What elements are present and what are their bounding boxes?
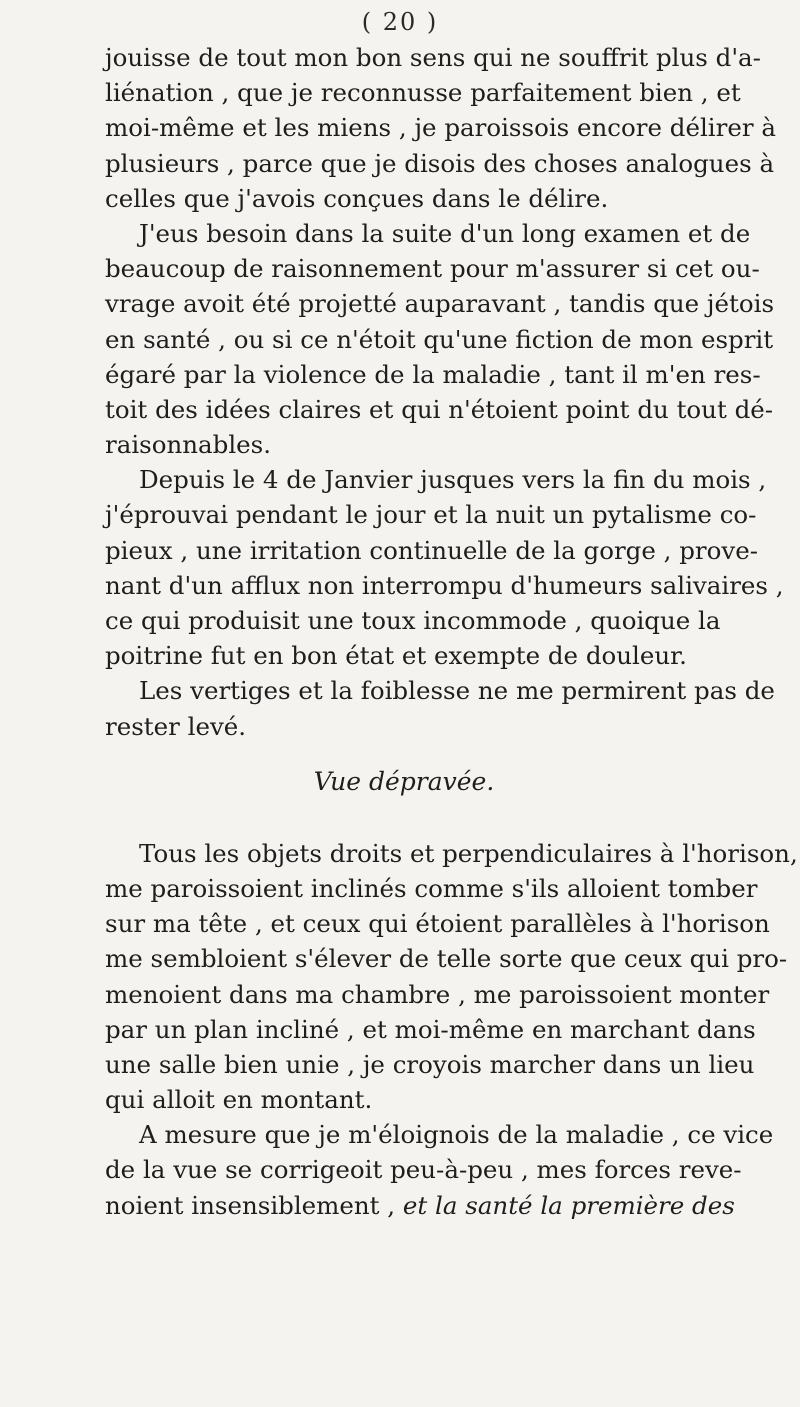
heading-spacer — [105, 806, 683, 836]
text-line: Depuis le 4 de Janvier jusques vers la fin du mois , — [139, 465, 767, 495]
paragraph — [105, 216, 775, 462]
text-line: beaucoup de raisonnement pour m'assurer si cet ou- — [105, 254, 760, 284]
text-line: A mesure que je m'éloignois de la maladie , ce vice — [139, 1120, 774, 1150]
text-line: Tous les objets droits et perpendiculaires à l'horison, — [139, 838, 798, 868]
italic-fragment: et la santé la première des — [402, 1190, 735, 1220]
text-line: jouisse de tout mon bon sens qui ne souffrit plus d'a- — [105, 43, 761, 72]
text-line: toit des idées claires et qui n'étoient point du tout dé- — [105, 394, 774, 424]
text-line: j'éprouvai pendant le jour et la nuit un pytalisme co- — [105, 500, 757, 530]
text-line: poitrine fut en bon état et exempte de douleur. — [105, 641, 687, 671]
text-line: Les vertiges et la foiblesse ne me permirent pas de — [139, 676, 775, 706]
text-line: sur ma tête , et ceux qui étoient parallèles à l'horison — [105, 909, 770, 939]
text-line: une salle bien unie , je croyois marcher dans un lieu — [105, 1049, 755, 1079]
text-line: me paroissoient inclinés comme s'ils alloient tomber — [105, 873, 758, 903]
text-line: nant d'un afflux non interrompu d'humeurs salivaires , — [105, 570, 784, 600]
text-line — [105, 1188, 735, 1223]
text-line: moi-même et les miens , je paroissois encore délirer à — [105, 113, 776, 143]
paragraph — [105, 1117, 774, 1223]
text-line: me sembloient s'élever de telle sorte que ceux qui pro- — [105, 944, 788, 974]
text-line: qui alloit en montant. — [105, 1085, 373, 1115]
text-line: vrage avoit été projetté auparavant , tandis que jétois — [105, 289, 775, 319]
paragraph — [105, 40, 776, 216]
text-line: liénation , que je reconnusse parfaitement bien , et — [105, 78, 741, 108]
section-heading: Vue dépravée. — [313, 766, 495, 796]
paragraph — [105, 836, 798, 1118]
text-line: de la vue se corrigeoit peu-à-peu , mes forces reve- — [105, 1155, 742, 1185]
text-line: par un plan incliné , et moi-même en marchant dans — [105, 1014, 756, 1044]
paragraph — [105, 673, 775, 743]
page-number: ( 20 ) — [361, 8, 439, 36]
paragraph — [105, 462, 784, 673]
text-line: ce qui produisit une toux incommode , quoique la — [105, 606, 721, 635]
body-text — [105, 40, 798, 1223]
text-line: menoient dans ma chambre , me paroissoient monter — [105, 979, 770, 1009]
text-line: J'eus besoin dans la suite d'un long examen et de — [139, 218, 751, 248]
text-line: pieux , une irritation continuelle de la gorge , prove- — [105, 535, 758, 565]
text-line: égaré par la violence de la maladie , tant il m'en res- — [105, 359, 761, 389]
text-line: plusieurs , parce que je disois des choses analogues à — [105, 148, 775, 178]
text-line: en santé , ou si ce n'étoit qu'une fiction de mon esprit — [105, 324, 774, 354]
text-line: celles que j'avois conçues dans le délire. — [105, 183, 609, 213]
text-line: rester levé. — [105, 711, 247, 741]
text-line: raisonnables. — [105, 430, 272, 460]
text-fragment: noient insensiblement , — [105, 1190, 403, 1220]
